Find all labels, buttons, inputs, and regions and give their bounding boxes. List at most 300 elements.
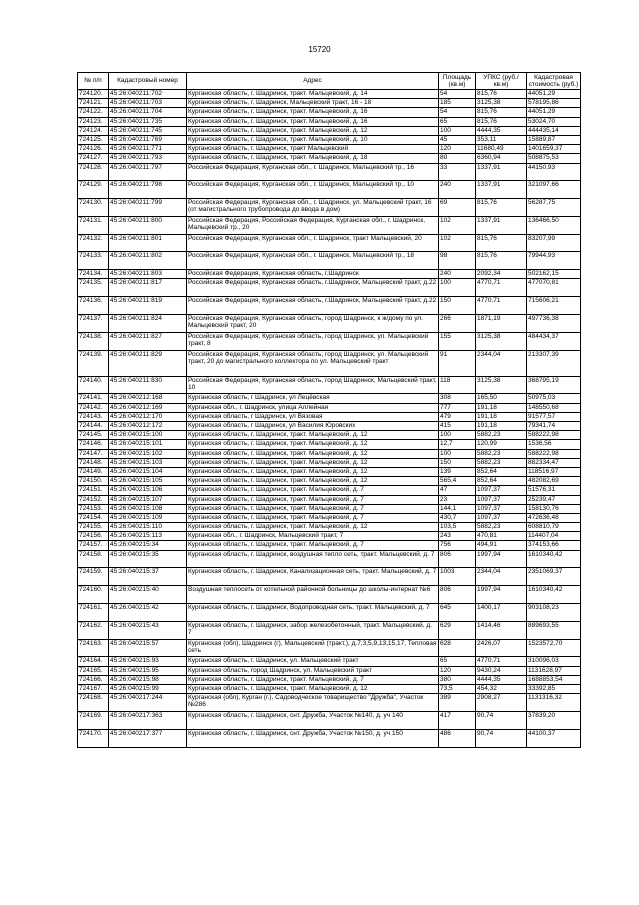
- table-row: [78, 513, 581, 522]
- table-row: [78, 297, 581, 315]
- address-cell: Курганская область, г. Шадринск, тракт. Мальцевский, д. 12: [187, 467, 439, 476]
- table-row: [78, 252, 581, 270]
- area-cell: 120: [439, 666, 476, 675]
- row-number-cell: 724145.: [78, 431, 109, 440]
- upks-cell: 90,74: [476, 711, 527, 729]
- cadastral-cost-cell: 51576,31: [527, 486, 581, 495]
- upks-cell: 454,32: [476, 684, 527, 693]
- row-number-cell: 724132.: [78, 234, 109, 252]
- cadastral-cost-cell: 1610340,42: [527, 586, 581, 604]
- upks-cell: 1400,17: [476, 604, 527, 622]
- row-number-cell: 724160.: [78, 586, 109, 604]
- area-cell: 645: [439, 604, 476, 622]
- table-row: [78, 467, 581, 476]
- row-number-cell: 724135.: [78, 279, 109, 297]
- cadastral-cost-cell: 1401659,37: [527, 145, 581, 154]
- cadastral-number-cell: 45:26:040215:113: [109, 532, 187, 541]
- cadastral-number-cell: 45:26:040217:377: [109, 729, 187, 747]
- cadastral-number-cell: 45:26:040211:817: [109, 279, 187, 297]
- address-cell: Курганская область, г. Шадринск, снт. Дружба, Участок №150, д. уч 150: [187, 729, 439, 747]
- row-number-cell: 724169.: [78, 711, 109, 729]
- cadastral-cost-cell: 1131628,97: [527, 666, 581, 675]
- cadastral-number-cell: 45:26:040211:735: [109, 117, 187, 126]
- address-cell: Российская Федерация, Курганская область, г.Шадринск: [187, 270, 439, 279]
- area-cell: 1003: [439, 568, 476, 586]
- table-row: [78, 216, 581, 234]
- cadastral-cost-cell: 374153,66: [527, 541, 581, 550]
- header-address: Адрес: [187, 73, 439, 90]
- address-cell: Российская Федерация, Курганская обл., г. Шадринск, Мальцевский тр., 18: [187, 252, 439, 270]
- cadastral-cost-cell: 1610340,42: [527, 550, 581, 568]
- table-row: [78, 541, 581, 550]
- table-row: [78, 199, 581, 217]
- row-number-cell: 724162.: [78, 621, 109, 639]
- upks-cell: 3125,38: [476, 99, 527, 108]
- upks-cell: 815,76: [476, 199, 527, 217]
- table-body: [78, 90, 581, 748]
- cadastral-cost-cell: 482082,69: [527, 477, 581, 486]
- table-row: [78, 586, 581, 604]
- cadastral-cost-cell: 321097,66: [527, 181, 581, 199]
- table-row: [78, 270, 581, 279]
- cadastral-cost-cell: 444435,14: [527, 126, 581, 135]
- cadastral-number-cell: 45:26:040211:771: [109, 145, 187, 154]
- address-cell: Российская Федерация, Курганская область, город Шадринск, к ж/дому по ул. Мальцевский тракт, 20: [187, 315, 439, 333]
- area-cell: 65: [439, 117, 476, 126]
- area-cell: 80: [439, 154, 476, 163]
- cadastral-table: [77, 72, 581, 748]
- cadastral-number-cell: 45:26:040211:829: [109, 350, 187, 376]
- area-cell: 47: [439, 486, 476, 495]
- area-cell: 628: [439, 639, 476, 657]
- cadastral-cost-cell: 213307,39: [527, 350, 581, 376]
- address-cell: Курганская область, г. Шадринск, тракт. Мальцевский, д. 14: [187, 90, 439, 99]
- cadastral-number-cell: 45:26:040211:799: [109, 199, 187, 217]
- cadastral-cost-cell: 1131316,32: [527, 694, 581, 712]
- cadastral-number-cell: 45:26:040211:803: [109, 270, 187, 279]
- cadastral-cost-cell: 578195,86: [527, 99, 581, 108]
- table-row: [78, 108, 581, 117]
- cadastral-cost-cell: 497736,38: [527, 315, 581, 333]
- area-cell: 120: [439, 145, 476, 154]
- area-cell: 12,7: [439, 440, 476, 449]
- header-upks: УПКС (руб./кв.м): [476, 73, 527, 90]
- table-row: [78, 332, 581, 350]
- table-row: [78, 504, 581, 513]
- address-cell: Курганская область, г. Шадринск, тракт Мальцевский: [187, 145, 439, 154]
- row-number-cell: 724143.: [78, 412, 109, 421]
- row-number-cell: 724129.: [78, 181, 109, 199]
- cadastral-number-cell: 45:26:040215:34: [109, 541, 187, 550]
- cadastral-number-cell: 45:26:040211:769: [109, 135, 187, 144]
- table-row: [78, 412, 581, 421]
- row-number-cell: 724130.: [78, 199, 109, 217]
- cadastral-number-cell: 45:26:040215:103: [109, 458, 187, 467]
- row-number-cell: 724153.: [78, 504, 109, 513]
- address-cell: Курганская область, г. Шадринск, Канализационная сеть, тракт. Мальцевский, д. 7: [187, 568, 439, 586]
- cadastral-cost-cell: 79341,74: [527, 422, 581, 431]
- cadastral-number-cell: 45:26:040211:800: [109, 216, 187, 234]
- address-cell: Российская Федерация, Курганская обл., г. Шадринск, Мальцевский тр., 10: [187, 181, 439, 199]
- row-number-cell: 724155.: [78, 523, 109, 532]
- area-cell: 308: [439, 394, 476, 403]
- upks-cell: 1097,37: [476, 486, 527, 495]
- row-number-cell: 724128.: [78, 163, 109, 181]
- area-cell: 806: [439, 586, 476, 604]
- upks-cell: 815,76: [476, 108, 527, 117]
- cadastral-number-cell: 45:26:040215:43: [109, 621, 187, 639]
- table-row: [78, 126, 581, 135]
- area-cell: 73,5: [439, 684, 476, 693]
- row-number-cell: 724139.: [78, 350, 109, 376]
- row-number-cell: 724161.: [78, 604, 109, 622]
- row-number-cell: 724159.: [78, 568, 109, 586]
- cadastral-number-cell: 45:26:040212:169: [109, 403, 187, 412]
- cadastral-cost-cell: 114407,04: [527, 532, 581, 541]
- row-number-cell: 724148.: [78, 458, 109, 467]
- cadastral-number-cell: 45:26:040211:797: [109, 163, 187, 181]
- cadastral-number-cell: 45:26:040212:168: [109, 394, 187, 403]
- area-cell: 144,1: [439, 504, 476, 513]
- area-cell: 33: [439, 163, 476, 181]
- area-cell: 479: [439, 412, 476, 421]
- area-cell: 155: [439, 332, 476, 350]
- address-cell: Курганская обл., г. Шадринск, улица Аллейная: [187, 403, 439, 412]
- address-cell: Курганская область, г Шадринск, ул Лецёвская: [187, 394, 439, 403]
- row-number-cell: 724124.: [78, 126, 109, 135]
- upks-cell: 90,74: [476, 729, 527, 747]
- area-cell: 430,7: [439, 513, 476, 522]
- table-row: [78, 90, 581, 99]
- table-row: [78, 234, 581, 252]
- upks-cell: 4444,35: [476, 126, 527, 135]
- address-cell: Курганская область, г. Шадринск, тракт. Мальцевский, д. 7: [187, 513, 439, 522]
- upks-cell: 120,99: [476, 440, 527, 449]
- table-row: [78, 729, 581, 747]
- cadastral-number-cell: 45:26:040211:703: [109, 99, 187, 108]
- cadastral-cost-cell: 608810,79: [527, 523, 581, 532]
- cadastral-cost-cell: 44051,29: [527, 90, 581, 99]
- upks-cell: 1097,37: [476, 513, 527, 522]
- cadastral-number-cell: 45:26:040215:37: [109, 568, 187, 586]
- area-cell: 98: [439, 252, 476, 270]
- cadastral-cost-cell: 588222,98: [527, 449, 581, 458]
- address-cell: Курганская область, г. Шадринск, тракт. Мальцевский, д. 12: [187, 440, 439, 449]
- cadastral-number-cell: 45:26:040215:102: [109, 449, 187, 458]
- cadastral-number-cell: 45:26:040215:99: [109, 684, 187, 693]
- cadastral-cost-cell: 508875,53: [527, 154, 581, 163]
- address-cell: Курганская область, г. Шадринск, тракт. Мальцевский, д. 7: [187, 541, 439, 550]
- cadastral-number-cell: 45:26:040211:827: [109, 332, 187, 350]
- upks-cell: 1997,94: [476, 550, 527, 568]
- table-row: [78, 621, 581, 639]
- area-cell: 100: [439, 279, 476, 297]
- address-cell: Курганская область, город Шадринск, ул. Мальцевский тракт: [187, 666, 439, 675]
- area-cell: 266: [439, 315, 476, 333]
- address-cell: Курганская область, г. Шадринск, тракт. Мальцевский, д. 12: [187, 431, 439, 440]
- upks-cell: 3125,38: [476, 376, 527, 394]
- area-cell: 243: [439, 532, 476, 541]
- cadastral-number-cell: 45:26:040211:801: [109, 234, 187, 252]
- table-row: [78, 486, 581, 495]
- area-cell: 100: [439, 126, 476, 135]
- table-row: [78, 154, 581, 163]
- address-cell: Курганская (обл), Курган (г.), Садоводческое товарищество "Дружба", Участок №286: [187, 694, 439, 712]
- upks-cell: 2092,34: [476, 270, 527, 279]
- row-number-cell: 724123.: [78, 117, 109, 126]
- upks-cell: 2908,27: [476, 694, 527, 712]
- row-number-cell: 724157.: [78, 541, 109, 550]
- upks-cell: 1337,91: [476, 163, 527, 181]
- cadastral-number-cell: 45:26:040215:108: [109, 504, 187, 513]
- row-number-cell: 724125.: [78, 135, 109, 144]
- area-cell: 100: [439, 449, 476, 458]
- address-cell: Курганская область, г. Шадринск, тракт. Мальцевский, д. 7: [187, 495, 439, 504]
- upks-cell: 1871,19: [476, 315, 527, 333]
- table-row: [78, 163, 581, 181]
- address-cell: Курганская область, г. Шадринск, тракт. Мальцевский, д. 12: [187, 449, 439, 458]
- table-row: [78, 711, 581, 729]
- cadastral-number-cell: 45:26:040211:704: [109, 108, 187, 117]
- upks-cell: 815,76: [476, 252, 527, 270]
- cadastral-number-cell: 45:26:040215:107: [109, 495, 187, 504]
- row-number-cell: 724147.: [78, 449, 109, 458]
- cadastral-number-cell: 45:26:040215:57: [109, 639, 187, 657]
- area-cell: 185: [439, 99, 476, 108]
- area-cell: 380: [439, 675, 476, 684]
- address-cell: Курганская область, г. Шадринск, Водопроводная сеть, тракт. Мальцевский, д. 7: [187, 604, 439, 622]
- cadastral-cost-cell: 44100,37: [527, 729, 581, 747]
- address-cell: Курганская область, г. Шадринск, забор железобетонный, тракт. Мальцевский, д. 7: [187, 621, 439, 639]
- cadastral-number-cell: 45:26:040217:363: [109, 711, 187, 729]
- header-cost: Кадастровая стоимость (руб.): [527, 73, 581, 90]
- area-cell: 486: [439, 729, 476, 747]
- address-cell: Воздушная теплосеть от котельной районной больницы до школы-интернат №6: [187, 586, 439, 604]
- upks-cell: 4770,71: [476, 279, 527, 297]
- address-cell: Курганская область, г. Шадринск, тракт. Мальцевский, д. 12: [187, 458, 439, 467]
- cadastral-number-cell: 45:26:040215:95: [109, 666, 187, 675]
- upks-cell: 2344,04: [476, 350, 527, 376]
- address-cell: Курганская область, г. Шадринск, тракт. Мальцевский, д. 12: [187, 477, 439, 486]
- cadastral-number-cell: 45:26:040211:802: [109, 252, 187, 270]
- table-row: [78, 135, 581, 144]
- address-cell: Курганская область, г. Шадринск, Мальцевский тракт, 16 - 18: [187, 99, 439, 108]
- address-cell: Курганская область, г. Шадринск, снт. Дружба, Участок №140, д. уч 140: [187, 711, 439, 729]
- row-number-cell: 724137.: [78, 315, 109, 333]
- table-row: [78, 99, 581, 108]
- upks-cell: 11680,49: [476, 145, 527, 154]
- table-row: [78, 550, 581, 568]
- address-cell: Курганская область, г. Шадринск, тракт. Мальцевский, д. 12: [187, 523, 439, 532]
- area-cell: 54: [439, 108, 476, 117]
- cadastral-cost-cell: 50975,03: [527, 394, 581, 403]
- cadastral-number-cell: 45:26:040212:172: [109, 422, 187, 431]
- row-number-cell: 724146.: [78, 440, 109, 449]
- cadastral-cost-cell: 53024,70: [527, 117, 581, 126]
- cadastral-number-cell: 45:26:040215:110: [109, 523, 187, 532]
- table-row: [78, 694, 581, 712]
- row-number-cell: 724121.: [78, 99, 109, 108]
- address-cell: Курганская область, г. Шадринск, тракт. Мальцевский, д. 16: [187, 117, 439, 126]
- address-cell: Курганская область, г. Шадринск, тракт. Мальцевский, д. 10: [187, 135, 439, 144]
- row-number-cell: 724164.: [78, 657, 109, 666]
- upks-cell: 470,81: [476, 532, 527, 541]
- cadastral-cost-cell: 79944,93: [527, 252, 581, 270]
- table-row: [78, 431, 581, 440]
- address-cell: Российская Федерация, Курганская область, город Шадринск, Мальцевский тракт, 10: [187, 376, 439, 394]
- row-number-cell: 724156.: [78, 532, 109, 541]
- cadastral-cost-cell: 1688853,54: [527, 675, 581, 684]
- table-row: [78, 394, 581, 403]
- row-number-cell: 724144.: [78, 422, 109, 431]
- address-cell: Курганская область, г. Шадринск, тракт. Мальцевский, д. 7: [187, 504, 439, 513]
- address-cell: Российская Федерация, Курганская область, г.Шадринск, Мальцевский тракт, д.22: [187, 279, 439, 297]
- cadastral-cost-cell: 33392,85: [527, 684, 581, 693]
- upks-cell: 852,64: [476, 477, 527, 486]
- cadastral-number-cell: 45:26:040215:35: [109, 550, 187, 568]
- row-number-cell: 724167.: [78, 684, 109, 693]
- area-cell: 139: [439, 467, 476, 476]
- cadastral-cost-cell: 2351069,37: [527, 568, 581, 586]
- address-cell: Курганская область, г. Шадринск, тракт. Мальцевский, д. 18: [187, 154, 439, 163]
- row-number-cell: 724122.: [78, 108, 109, 117]
- row-number-cell: 724168.: [78, 694, 109, 712]
- upks-cell: 1097,37: [476, 495, 527, 504]
- cadastral-number-cell: 45:26:040215:100: [109, 431, 187, 440]
- row-number-cell: 724152.: [78, 495, 109, 504]
- table-row: [78, 315, 581, 333]
- cadastral-number-cell: 45:26:040215:93: [109, 657, 187, 666]
- cadastral-cost-cell: 148550,68: [527, 403, 581, 412]
- area-cell: 756: [439, 541, 476, 550]
- row-number-cell: 724127.: [78, 154, 109, 163]
- area-cell: 150: [439, 458, 476, 467]
- row-number-cell: 724166.: [78, 675, 109, 684]
- address-cell: Курганская (обл), Шадринск (г), Мальцевский (тракт.), д.7,3,5,9,13,15,17, Тепловая сеть: [187, 639, 439, 657]
- area-cell: 389: [439, 694, 476, 712]
- upks-cell: 815,76: [476, 90, 527, 99]
- cadastral-number-cell: 45:26:040211:830: [109, 376, 187, 394]
- cadastral-number-cell: 45:26:040215:104: [109, 467, 187, 476]
- cadastral-cost-cell: 882334,47: [527, 458, 581, 467]
- upks-cell: 6360,94: [476, 154, 527, 163]
- table-row: [78, 639, 581, 657]
- upks-cell: 494,91: [476, 541, 527, 550]
- cadastral-cost-cell: 715606,21: [527, 297, 581, 315]
- area-cell: 240: [439, 270, 476, 279]
- upks-cell: 2344,04: [476, 568, 527, 586]
- header-area: Площадь (кв.м): [439, 73, 476, 90]
- row-number-cell: 724163.: [78, 639, 109, 657]
- address-cell: Курганская область, г. Шадринск, тракт. Мальцевский, д. 7: [187, 486, 439, 495]
- address-cell: Курганская обл., г. Шадринск, Мальцевский тракт, 7: [187, 532, 439, 541]
- cadastral-cost-cell: 44150,93: [527, 163, 581, 181]
- row-number-cell: 724133.: [78, 252, 109, 270]
- row-number-cell: 724138.: [78, 332, 109, 350]
- table-row: [78, 403, 581, 412]
- area-cell: 65: [439, 657, 476, 666]
- cadastral-number-cell: 45:26:040215:42: [109, 604, 187, 622]
- cadastral-cost-cell: 15889,87: [527, 135, 581, 144]
- cadastral-number-cell: 45:26:040211:819: [109, 297, 187, 315]
- upks-cell: 5882,23: [476, 523, 527, 532]
- upks-cell: 1337,91: [476, 216, 527, 234]
- upks-cell: 815,76: [476, 234, 527, 252]
- area-cell: 54: [439, 90, 476, 99]
- table-row: [78, 604, 581, 622]
- area-cell: 240: [439, 181, 476, 199]
- area-cell: 102: [439, 216, 476, 234]
- address-cell: Российская Федерация, Курганская область, город Шадринск, ул. Мальцевский тракт, 8: [187, 332, 439, 350]
- table-row: [78, 657, 581, 666]
- address-cell: Курганская область, г Шадринск, ул Вязовая: [187, 412, 439, 421]
- table-row: [78, 440, 581, 449]
- cadastral-number-cell: 45:26:040211:745: [109, 126, 187, 135]
- upks-cell: 3125,38: [476, 332, 527, 350]
- cadastral-cost-cell: 37839,20: [527, 711, 581, 729]
- table-row: [78, 145, 581, 154]
- address-cell: Российская Федерация, Курганская обл., г. Шадринск, тракт Мальцевский, 20: [187, 234, 439, 252]
- address-cell: Российская Федерация, Курганская обл., г. Шадринск, ул. Мальцевский тракт, 16 (от магистрального трубопровода до ввода в дом): [187, 199, 439, 217]
- table-row: [78, 449, 581, 458]
- row-number-cell: 724120.: [78, 90, 109, 99]
- area-cell: 565,4: [439, 477, 476, 486]
- row-number-cell: 724126.: [78, 145, 109, 154]
- address-cell: Российская Федерация, Российская Федерация, Курганская обл., г. Шадринск, Мальцевский тр., 20: [187, 216, 439, 234]
- row-number-cell: 724131.: [78, 216, 109, 234]
- cadastral-cost-cell: 44051,29: [527, 108, 581, 117]
- upks-cell: 5882,23: [476, 449, 527, 458]
- cadastral-number-cell: 45:26:040215:106: [109, 486, 187, 495]
- upks-cell: 1414,46: [476, 621, 527, 639]
- upks-cell: 4770,71: [476, 297, 527, 315]
- upks-cell: 1097,37: [476, 504, 527, 513]
- table-row: [78, 117, 581, 126]
- address-cell: Российская Федерация, Курганская область, г.Шадринск, Мальцевский тракт, д.22: [187, 297, 439, 315]
- cadastral-cost-cell: 1523572,70: [527, 639, 581, 657]
- address-cell: Курганская область, г. Шадринск, воздушная тепло сеть, тракт. Мальцевский, д. 7: [187, 550, 439, 568]
- address-cell: Курганская область, г. Шадринск, ул. Мальцевский тракт: [187, 657, 439, 666]
- area-cell: 23: [439, 495, 476, 504]
- cadastral-number-cell: 45:26:040212:170: [109, 412, 187, 421]
- cadastral-number-cell: 45:26:040215:40: [109, 586, 187, 604]
- cadastral-number-cell: 45:26:040211:798: [109, 181, 187, 199]
- area-cell: 415: [439, 422, 476, 431]
- cadastral-cost-cell: 903108,23: [527, 604, 581, 622]
- cadastral-cost-cell: 477070,81: [527, 279, 581, 297]
- cadastral-cost-cell: 158130,76: [527, 504, 581, 513]
- upks-cell: 815,76: [476, 117, 527, 126]
- upks-cell: 5882,23: [476, 431, 527, 440]
- cadastral-number-cell: 45:26:040211:702: [109, 90, 187, 99]
- table-row: [78, 666, 581, 675]
- area-cell: 45: [439, 135, 476, 144]
- upks-cell: 191,18: [476, 412, 527, 421]
- cadastral-number-cell: 45:26:040215:109: [109, 513, 187, 522]
- cadastral-number-cell: 45:26:040211:824: [109, 315, 187, 333]
- area-cell: 102: [439, 234, 476, 252]
- table-row: [78, 568, 581, 586]
- table-row: [78, 458, 581, 467]
- cadastral-cost-cell: 1536,56: [527, 440, 581, 449]
- area-cell: 417: [439, 711, 476, 729]
- cadastral-cost-cell: 25239,47: [527, 495, 581, 504]
- cadastral-cost-cell: 484434,37: [527, 332, 581, 350]
- table-row: [78, 376, 581, 394]
- address-cell: Российская Федерация, Курганская область, город Шадринск, ул. Мальцевский тракт, 20 до магистрального коллектора по ул. Мальцевский тракт: [187, 350, 439, 376]
- area-cell: 118: [439, 376, 476, 394]
- cadastral-cost-cell: 83207,99: [527, 234, 581, 252]
